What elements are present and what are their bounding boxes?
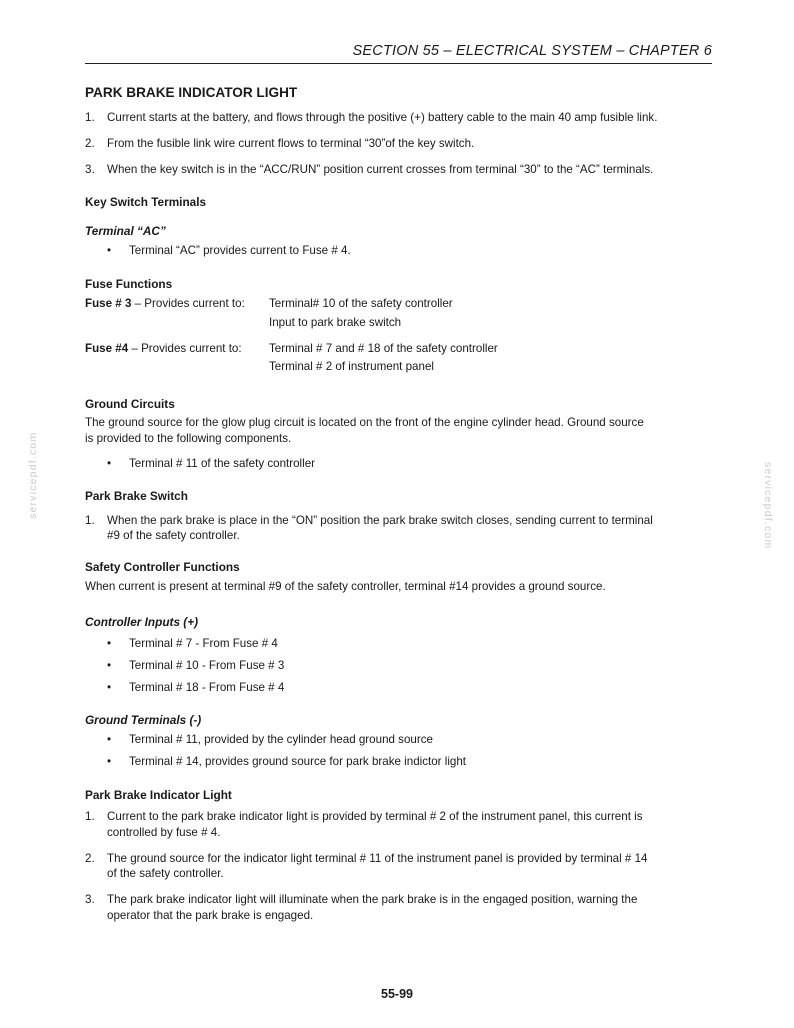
safety-controller-text: When current is present at terminal #9 of the safety controller, terminal #14 provides a ground source. <box>85 580 606 593</box>
step-text: When the key switch is in the “ACC/RUN” position current crosses from terminal “30” to the “AC” terminals. <box>107 163 654 176</box>
bullet-icon: • <box>107 733 112 746</box>
terminal-ac-subheading: Terminal “AC” <box>85 224 166 238</box>
fuse3-label: Fuse # 3 – Provides current to: <box>85 297 245 310</box>
list-item-text: Terminal # 11, provided by the cylinder head ground source <box>129 733 433 746</box>
list-item-text: Terminal # 14, provides ground source for park brake indictor light <box>129 755 467 768</box>
step-number: 1. <box>85 111 95 124</box>
fuse4-line: Terminal # 2 of instrument panel <box>269 360 434 373</box>
step-number: 2. <box>85 137 95 150</box>
step-number: 3. <box>85 163 95 176</box>
fuse4-line: Terminal # 7 and # 18 of the safety controller <box>269 342 498 355</box>
step-text: The ground source for the indicator light terminal # 11 of the instrument panel is provided by terminal # 14 <box>107 852 648 865</box>
step-text: controlled by fuse # 4. <box>107 826 221 839</box>
step-text: #9 of the safety controller. <box>107 529 240 542</box>
bullet-icon: • <box>107 681 112 694</box>
list-item-text: Terminal # 18 - From Fuse # 4 <box>129 681 285 694</box>
fuse3-line: Input to park brake switch <box>269 316 402 329</box>
fuse4-label: Fuse #4 – Provides current to: <box>85 342 242 355</box>
step-text: operator that the park brake is engaged. <box>107 909 314 922</box>
step-text: The park brake indicator light will illuminate when the park brake is in the engaged position, warning the <box>107 893 638 906</box>
bullet-icon: • <box>107 755 112 768</box>
list-item-text: Terminal # 7 - From Fuse # 4 <box>129 637 278 650</box>
page-title: PARK BRAKE INDICATOR LIGHT <box>85 85 298 100</box>
step-text: When the park brake is place in the “ON” position the park brake switch closes, sending current to terminal <box>107 514 653 527</box>
section-header: SECTION 55 – ELECTRICAL SYSTEM – CHAPTER 6 <box>85 44 712 64</box>
bullet-icon: • <box>107 659 112 672</box>
safety-controller-heading: Safety Controller Functions <box>85 560 240 574</box>
bullet-icon: • <box>107 637 112 650</box>
ground-circuits-line: is provided to the following components. <box>85 432 292 445</box>
ground-circuits-line: The ground source for the glow plug circuit is located on the front of the engine cylinder head. Ground source <box>85 416 644 429</box>
ground-circuits-heading: Ground Circuits <box>85 397 175 411</box>
step-text: of the safety controller. <box>107 867 224 880</box>
ground-terminals-heading: Ground Terminals (-) <box>85 713 202 727</box>
key-switch-heading: Key Switch Terminals <box>85 195 207 209</box>
step-text: Current to the park brake indicator light is provided by terminal # 2 of the instrument panel, this current is <box>107 810 643 823</box>
bullet-icon: • <box>107 244 112 257</box>
fuse-functions-heading: Fuse Functions <box>85 277 173 291</box>
list-item-text: Terminal # 10 - From Fuse # 3 <box>129 659 285 672</box>
list-item-text: Terminal # 11 of the safety controller <box>129 457 316 470</box>
step-number: 1. <box>85 810 95 823</box>
step-number: 2. <box>85 852 95 865</box>
fuse3-line: Terminal# 10 of the safety controller <box>269 297 453 310</box>
step-number: 1. <box>85 514 95 527</box>
step-text: From the fusible link wire current flows to terminal “30”of the key switch. <box>107 137 475 150</box>
step-text: Current starts at the battery, and flows through the positive (+) battery cable to the main 40 amp fusible link. <box>107 111 658 124</box>
park-brake-switch-heading: Park Brake Switch <box>85 489 188 503</box>
controller-inputs-heading: Controller Inputs (+) <box>85 615 199 629</box>
watermark-left: servicepdf.com <box>27 431 39 519</box>
indicator-light-heading: Park Brake Indicator Light <box>85 788 232 802</box>
watermark-right: servicepdf.com <box>762 462 774 550</box>
step-number: 3. <box>85 893 95 906</box>
bullet-icon: • <box>107 457 112 470</box>
list-item-text: Terminal “AC” provides current to Fuse # 4. <box>129 244 351 257</box>
page-number: 55-99 <box>381 987 413 1001</box>
